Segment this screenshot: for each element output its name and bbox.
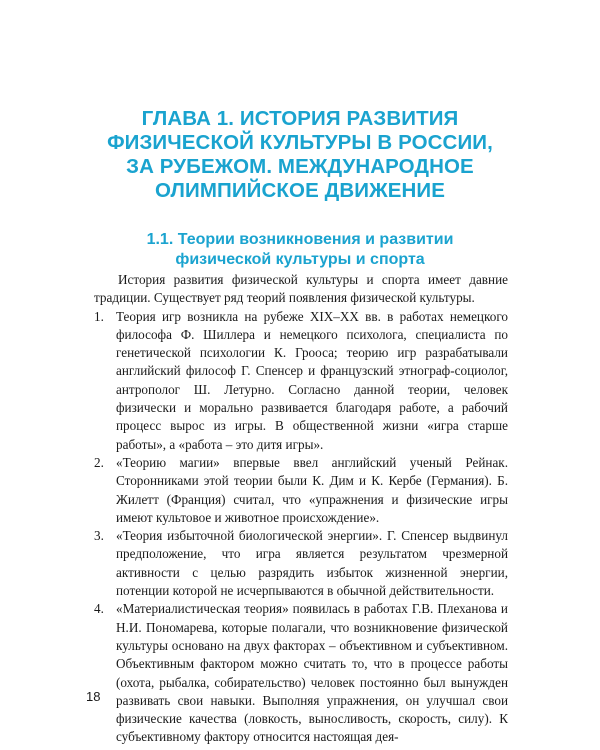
body-text [94, 271, 508, 747]
chapter-title-line: ЗА РУБЕЖОМ. МЕЖДУНАРОДНОЕ [126, 155, 474, 178]
list-item [94, 308, 508, 454]
list-item-number: 2. [94, 454, 104, 470]
chapter-title [70, 107, 530, 203]
list-item [94, 600, 508, 746]
section-title [90, 230, 510, 270]
section-title-line: физической культуры и спорта [175, 251, 425, 268]
theory-list [94, 308, 508, 747]
chapter-title-line: ОЛИМПИЙСКОЕ ДВИЖЕНИЕ [154, 179, 446, 202]
list-item-number: 4. [94, 601, 104, 617]
list-item-text: «Теория избыточной биологической энергии». Г. Спенсер выдвинул предположение, что игра является результатом чрезмерной активности с целью разрядить избыток жизненной энергии, потенции которой не исчерпываются в обычной действительности. [116, 528, 508, 599]
section-title-line: 1.1. Теории возникновения и развитии [146, 231, 454, 248]
list-item [94, 527, 508, 600]
list-item-number: 3. [94, 528, 104, 544]
list-item-text: «Теорию магии» впервые ввел английский ученый Рейнак. Сторонниками этой теории были К. Дим и К. Кербе (Германия). Б. Жилетт (Франция) считал, что «упражнения и физические игры имеют культовое и животное происхождение». [116, 454, 508, 525]
list-item-text: «Материалистическая теория» появилась в работах Г.В. Плеханова и Н.И. Пономарева, которые полагали, что возникновение физической культуры основано на двух факторах – объективном и субъективном. Объективным фактором можно считать то, что в процессе работы (охота, рыбалка, собирательство) человек постоянно был вынужден развивать свои навыки. Выполняя упражнения, он улучшал свои физические качества (ловкость, выносливость, скорость, силу). К субъективному фактору относится настоящая дея- [116, 601, 508, 745]
intro-paragraph: История развития физической культуры и спорта имеет давние традиции. Существует ряд теорий появления физической культуры. [94, 272, 508, 306]
chapter-title-line: ФИЗИЧЕСКОЙ КУЛЬТУРЫ В РОССИИ, [107, 131, 493, 154]
chapter-title-line: ГЛАВА 1. ИСТОРИЯ РАЗВИТИЯ [141, 107, 459, 130]
list-item-number: 1. [94, 308, 104, 324]
list-item-text: Теория игр возникла на рубеже XIX–XX вв. в работах немецкого философа Ф. Шиллера и немецкого психолога, специалиста по генетической психологии К. Грооса; теорию игр разрабатывали английский философ Г. Спенсер и французский этнограф-социолог, антрополог Ш. Летурно. Согласно данной теории, человек физически и морально развивается благодаря работе, а рабочий процесс вырос из игры. В общественной жизни «игра старше работы», а «работа – это дитя игры». [116, 308, 508, 452]
page-number: 18 [86, 689, 101, 704]
list-item [94, 454, 508, 527]
